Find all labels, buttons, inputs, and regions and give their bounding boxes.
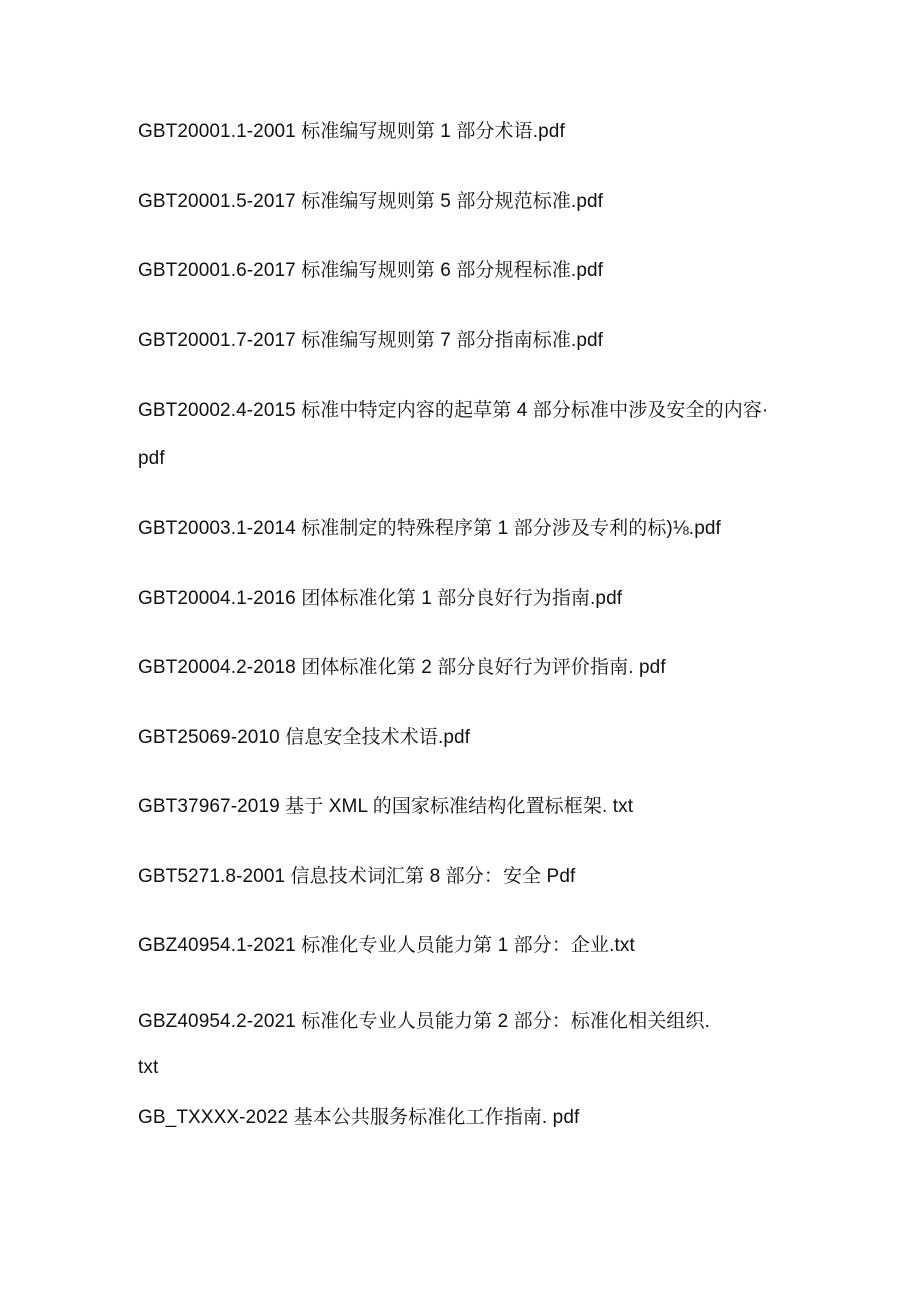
list-item: GBT37967-2019 基于 XML 的国家标准结构化置标框架. txt	[138, 796, 634, 817]
list-item: GB_TXXXX-2022 基本公共服务标准化工作指南. pdf	[138, 1107, 580, 1128]
list-item: GBT20001.1-2001 标准编写规则第 1 部分术语.pdf	[138, 121, 565, 142]
list-item: GBT20004.2-2018 团体标准化第 2 部分良好行为评价指南. pdf	[138, 657, 666, 678]
list-item: GBT20001.5-2017 标准编写规则第 5 部分规范标准.pdf	[138, 191, 604, 212]
list-item: GBT5271.8-2001 信息技术词汇第 8 部分：安全 Pdf	[138, 866, 576, 887]
list-item: GBT20003.1-2014 标准制定的特殊程序第 1 部分涉及专利的标)⅛.pdf	[138, 518, 721, 539]
list-item: GBT20001.6-2017 标准编写规则第 6 部分规程标准.pdf	[138, 260, 604, 281]
list-item: GBZ40954.2-2021 标准化专业人员能力第 2 部分：标准化相关组织.txt	[138, 1011, 711, 1078]
list-item: GBT20004.1-2016 团体标准化第 1 部分良好行为指南.pdf	[138, 588, 623, 609]
list-item: GBT25069-2010 信息安全技术术语.pdf	[138, 727, 471, 748]
list-item: GBT20001.7-2017 标准编写规则第 7 部分指南标准.pdf	[138, 330, 604, 351]
list-item: GBT20002.4-2015 标准中特定内容的起草第 4 部分标准中涉及安全的内容·pdf	[138, 400, 769, 469]
list-item: GBZ40954.1-2021 标准化专业人员能力第 1 部分：企业.txt	[138, 935, 635, 956]
